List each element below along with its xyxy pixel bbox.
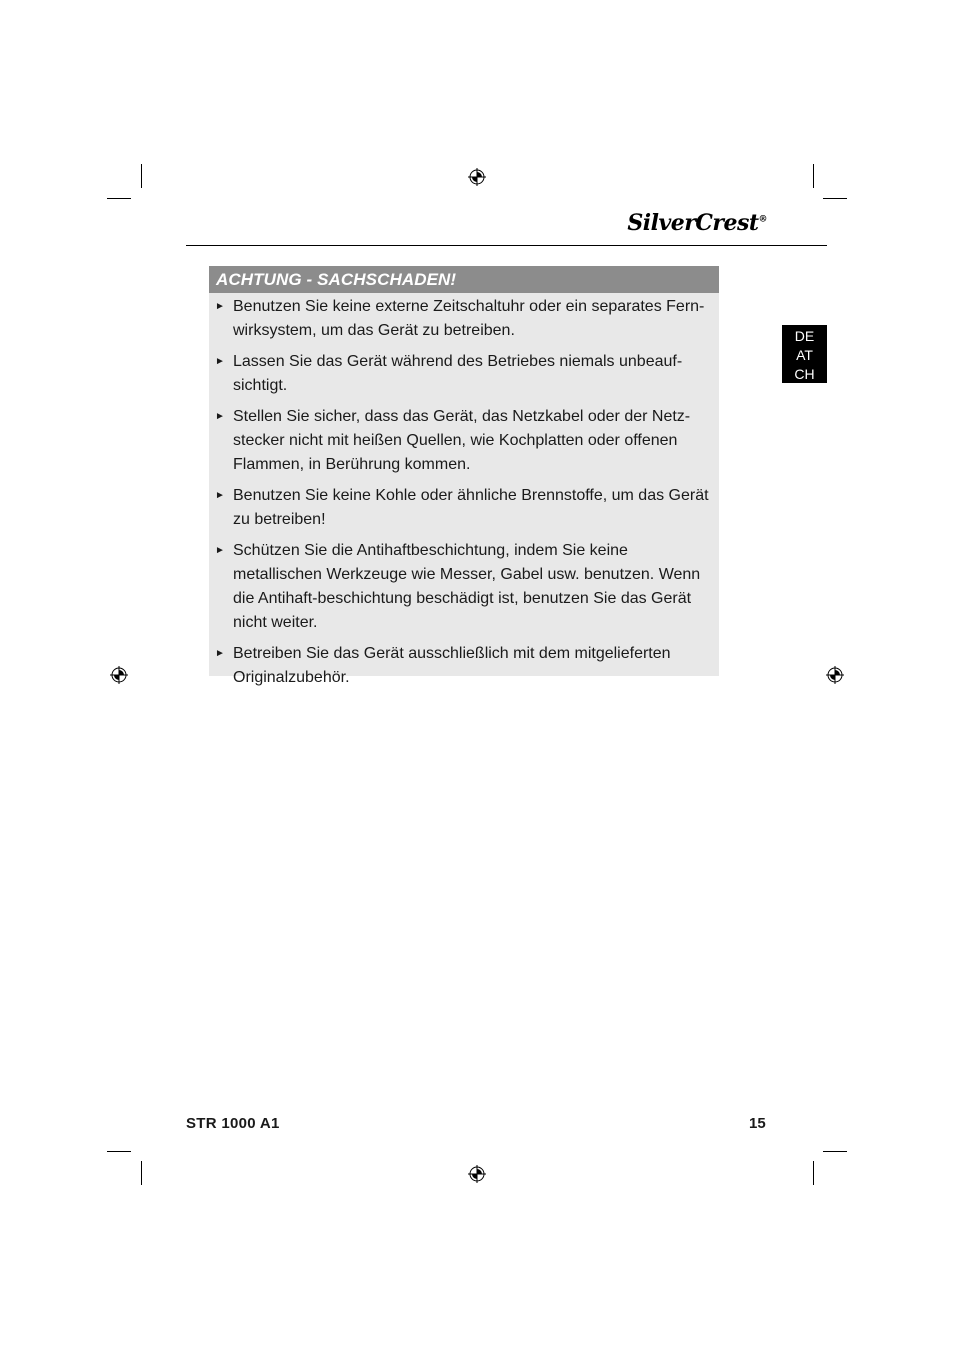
brand-name: SilverCrest [627,210,759,236]
list-item-text: Betreiben Sie das Gerät ausschließlich mit dem mitgelieferten Originalzubehör. [233,645,671,686]
page-number: 15 [749,1115,766,1132]
registration-mark-icon [468,168,486,186]
list-item-text: Schützen Sie die Antihaftbeschichtung, indem Sie keine metallischen Werkzeuge wie Messer, Gabel usw. benutzen. Wenn die Antihaft-beschichtung beschädigt ist, benutzen Sie das Gerät nicht weiter. [233,542,701,631]
list-item [215,405,711,477]
arrow-bullet-icon: ► [215,545,225,556]
crop-mark-bottom-right-horizontal [823,1151,847,1152]
crop-mark-top-right-vertical [813,164,814,188]
header-divider [186,245,827,246]
crop-mark-top-right-horizontal [823,198,847,199]
list-item-text: Stellen Sie sicher, dass das Gerät, das Netzkabel oder der Netz-stecker nicht mit heißen Quellen, wie Kochplatten oder offenen Flammen, in Berührung kommen. [233,408,691,473]
crop-mark-top-left-horizontal [107,198,131,199]
crop-mark-bottom-left-horizontal [107,1151,131,1152]
list-item-text: Benutzen Sie keine Kohle oder ähnliche Brennstoffe, um das Gerät zu betreiben! [233,487,709,528]
list-item-text: Benutzen Sie keine externe Zeitschaltuhr oder ein separates Fern-wirksystem, um das Gerät zu betreiben. [233,298,705,339]
brand-logo [627,210,767,236]
arrow-bullet-icon: ► [215,411,225,422]
crop-mark-bottom-left-vertical [141,1161,142,1185]
crop-mark-bottom-right-vertical [813,1161,814,1185]
registration-mark-icon [826,666,844,684]
list-item [215,539,711,635]
list-item [215,484,711,532]
warning-title: ACHTUNG - SACHSCHADEN! [209,266,719,293]
language-code: DE [794,328,815,344]
model-number: STR 1000 A1 [186,1115,280,1132]
arrow-bullet-icon: ► [215,301,225,312]
registration-mark-icon [110,666,128,684]
warning-box [209,266,719,686]
registration-mark-icon [468,1165,486,1183]
language-code: AT [796,347,813,363]
arrow-bullet-icon: ► [215,356,225,367]
list-item [215,350,711,398]
crop-mark-top-left-vertical [141,164,142,188]
list-item [215,642,711,690]
language-tab [782,325,827,383]
list-item-text: Lassen Sie das Gerät während des Betriebes niemals unbeauf-sichtigt. [233,353,683,394]
language-code: CH [794,366,815,382]
list-item [215,295,711,343]
warning-list [209,293,719,690]
arrow-bullet-icon: ► [215,490,225,501]
arrow-bullet-icon: ► [215,648,225,659]
brand-trademark: ® [758,214,767,225]
